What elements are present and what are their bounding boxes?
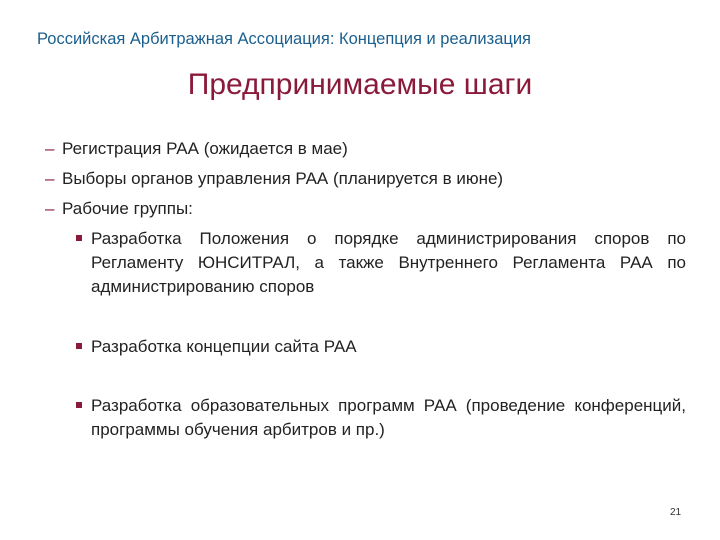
page-number: 21 (670, 507, 682, 518)
sub-list-item (76, 394, 686, 442)
list-item-text: Выборы органов управления РАА (планируется в июне) (62, 169, 504, 188)
sub-list-item (76, 335, 686, 359)
sub-list-item-text: Разработка образовательных программ РАА (проведение конференций, программы обучения арбитров и пр.) (91, 396, 686, 439)
square-bullet-icon (76, 343, 82, 349)
list-item (45, 169, 503, 189)
square-bullet-icon (76, 235, 82, 241)
sub-list-item-text: Разработка концепции сайта РАА (91, 337, 357, 356)
sub-list-item-text: Разработка Положения о порядке администрирования споров по Регламенту ЮНСИТРАЛ, а также Внутреннего Регламента РАА по администрированию споров (91, 229, 686, 296)
square-bullet-icon (76, 402, 82, 408)
list-item-text: Регистрация РАА (ожидается в мае) (62, 139, 348, 158)
sub-list-item (76, 227, 686, 299)
dash-bullet: – (45, 199, 55, 218)
slide-title: Предпринимаемые шаги (187, 68, 533, 101)
slide-header: Российская Арбитражная Ассоциация: Концепция и реализация (37, 30, 531, 48)
dash-bullet: – (45, 169, 55, 188)
dash-bullet: – (45, 139, 55, 158)
list-item-text: Рабочие группы: (62, 199, 193, 218)
list-item (45, 199, 193, 219)
list-item (45, 139, 348, 159)
